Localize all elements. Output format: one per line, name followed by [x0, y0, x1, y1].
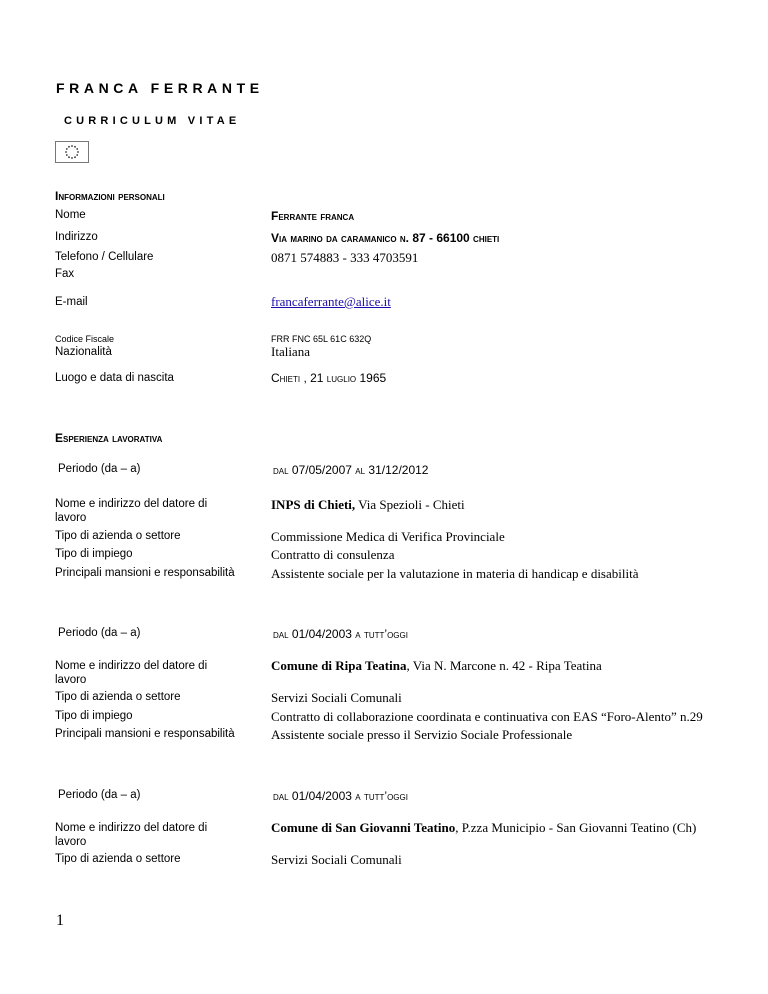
value-nome: Ferrante franca — [271, 209, 355, 223]
job-employer-address: Via Spezioli - Chieti — [355, 497, 465, 512]
job-sector: Commissione Medica di Verifica Provinciale — [271, 529, 505, 544]
label-codice-fiscale: Codice Fiscale — [55, 334, 115, 344]
label-period: Periodo (da – a) — [58, 789, 141, 801]
email-link[interactable]: francaferrante@alice.it — [271, 294, 391, 309]
job-employer — [271, 497, 465, 513]
label-indirizzo: Indirizzo — [55, 231, 98, 243]
job-period: dal 07/05/2007 al 31/12/2012 — [273, 463, 429, 477]
job-employer-name: Comune di San Giovanni Teatino — [271, 820, 456, 835]
label-nome: Nome — [55, 209, 86, 221]
label-sector: Tipo di azienda o settore — [55, 530, 181, 542]
job-duties: Assistente sociale presso il Servizio Sociale Professionale — [271, 727, 573, 742]
value-codice-fiscale: FRR FNC 65L 61C 632Q — [271, 334, 372, 344]
section-title-personal: Informazioni personali — [55, 189, 165, 203]
section-title-experience: Esperienza lavorativa — [55, 431, 163, 445]
job-duties: Assistente sociale per la valutazione in materia di handicap e disabilità — [271, 566, 639, 581]
label-sector: Tipo di azienda o settore — [55, 853, 181, 865]
job-employer — [271, 658, 602, 674]
label-employer: Nome e indirizzo del datore di lavoro — [55, 822, 208, 848]
job-period: dal 01/04/2003 a tutt’oggi — [273, 627, 408, 641]
job-employer — [271, 820, 696, 836]
eu-flag-icon — [55, 141, 89, 163]
job-employer-address: , Via N. Marcone n. 42 - Ripa Teatina — [406, 658, 602, 673]
value-nazionalita: Italiana — [271, 344, 310, 359]
label-luogo-data-nascita: Luogo e data di nascita — [55, 372, 174, 384]
job-employment: Contratto di consulenza — [271, 547, 395, 562]
job-employer-name: INPS di Chieti, — [271, 497, 356, 512]
label-employer: Nome e indirizzo del datore di lavoro — [55, 660, 208, 686]
value-indirizzo: Via marino da caramanico n. 87 - 66100 chieti — [271, 231, 500, 245]
document-subtitle: CURRICULUM VITAE — [64, 115, 241, 127]
label-employment: Tipo di impiego — [55, 710, 133, 722]
page-number: 1 — [56, 912, 64, 929]
label-email: E-mail — [55, 296, 88, 308]
label-telefono: Telefono / Cellulare — [55, 251, 154, 263]
label-employment: Tipo di impiego — [55, 548, 133, 560]
job-period: dal 01/04/2003 a tutt’oggi — [273, 789, 408, 803]
label-employer: Nome e indirizzo del datore di lavoro — [55, 498, 208, 524]
label-fax: Fax — [55, 268, 75, 280]
label-period: Periodo (da – a) — [58, 627, 141, 639]
job-sector: Servizi Sociali Comunali — [271, 852, 402, 867]
label-duties: Principali mansioni e responsabilità — [55, 567, 235, 579]
job-employer-address: , P.zza Municipio - San Giovanni Teatino (Ch) — [455, 820, 697, 835]
label-period: Periodo (da – a) — [58, 463, 141, 475]
cv-owner-name: FRANCA FERRANTE — [56, 80, 264, 96]
label-nazionalita: Nazionalità — [55, 346, 112, 358]
label-duties: Principali mansioni e responsabilità — [55, 728, 235, 740]
label-sector: Tipo di azienda o settore — [55, 691, 181, 703]
value-telefono: 0871 574883 - 333 4703591 — [271, 250, 419, 265]
value-luogo-data-nascita: Chieti , 21 luglio 1965 — [271, 371, 387, 385]
job-employer-name: Comune di Ripa Teatina — [271, 658, 407, 673]
job-employment: Contratto di collaborazione coordinata e continuativa con EAS “Foro-Alento” n.29 — [271, 709, 703, 724]
job-sector: Servizi Sociali Comunali — [271, 690, 402, 705]
